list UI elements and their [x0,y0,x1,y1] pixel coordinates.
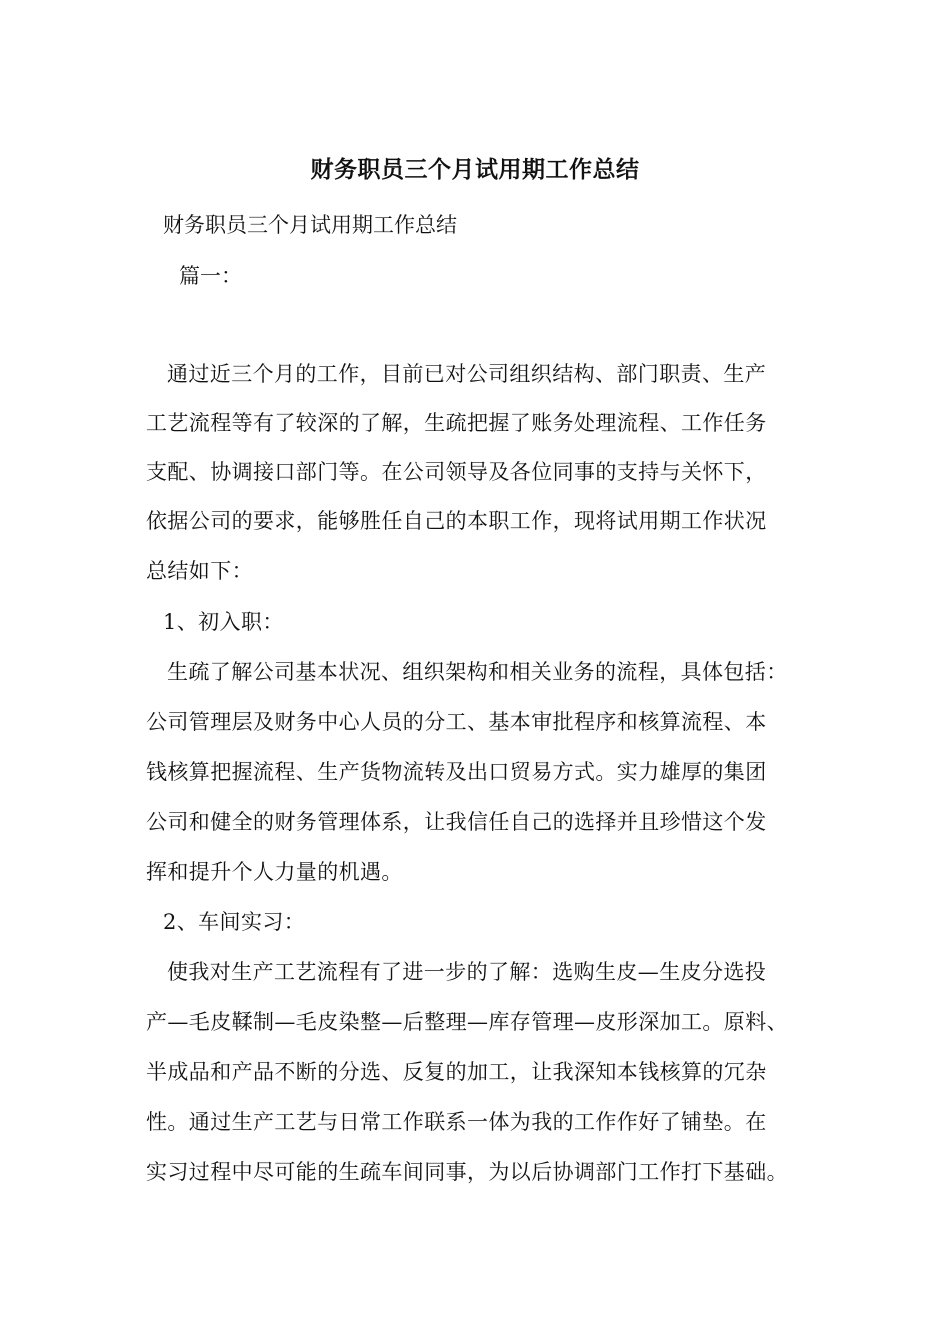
paragraph-line: 钱核算把握流程、生产货物流转及出口贸易方式。实力雄厚的集团 [146,760,767,784]
paragraph-line: 总结如下： [146,559,253,583]
paragraph-line: 半成品和产品不断的分选、反复的加工，让我深知本钱核算的冗杂 [146,1060,767,1084]
paragraph-line: 通过近三个月的工作，目前已对公司组织结构、部门职责、生产 [167,362,767,386]
paragraph-line: 公司管理层及财务中心人员的分工、基本审批程序和核算流程、本 [146,710,767,734]
paragraph-line: 挥和提升个人力量的机遇。 [146,860,403,884]
document-subtitle: 财务职员三个月试用期工作总结 [163,213,457,237]
paragraph-line: 依据公司的要求，能够胜任自己的本职工作，现将试用期工作状况 [146,509,767,533]
paragraph-line: 支配、协调接口部门等。在公司领导及各位同事的支持与关怀下， [146,460,767,484]
document-title: 财务职员三个月试用期工作总结 [310,156,640,183]
paragraph-line: 生疏了解公司基本状况、组织架构和相关业务的流程，具体包括： [167,660,788,684]
paragraph-line: 产—毛皮鞣制—毛皮染整—后整理—库存管理—皮形深加工。原料、 [146,1010,788,1034]
chapter-label: 篇一： [179,264,242,288]
paragraph-line: 实习过程中尽可能的生疏车间同事，为以后协调部门工作打下基础。 [146,1160,788,1184]
paragraph-line: 公司和健全的财务管理体系，让我信任自己的选择并且珍惜这个发 [146,810,767,834]
paragraph-line: 性。通过生产工艺与日常工作联系一体为我的工作作好了铺垫。在 [146,1110,767,1134]
paragraph-line: 工艺流程等有了较深的了解，生疏把握了账务处理流程、工作任务 [146,411,767,435]
section-heading: 1、初入职： [163,610,284,634]
paragraph-line: 使我对生产工艺流程有了进一步的了解：选购生皮—生皮分选投 [167,960,767,984]
section-heading: 2、车间实习： [163,910,306,934]
